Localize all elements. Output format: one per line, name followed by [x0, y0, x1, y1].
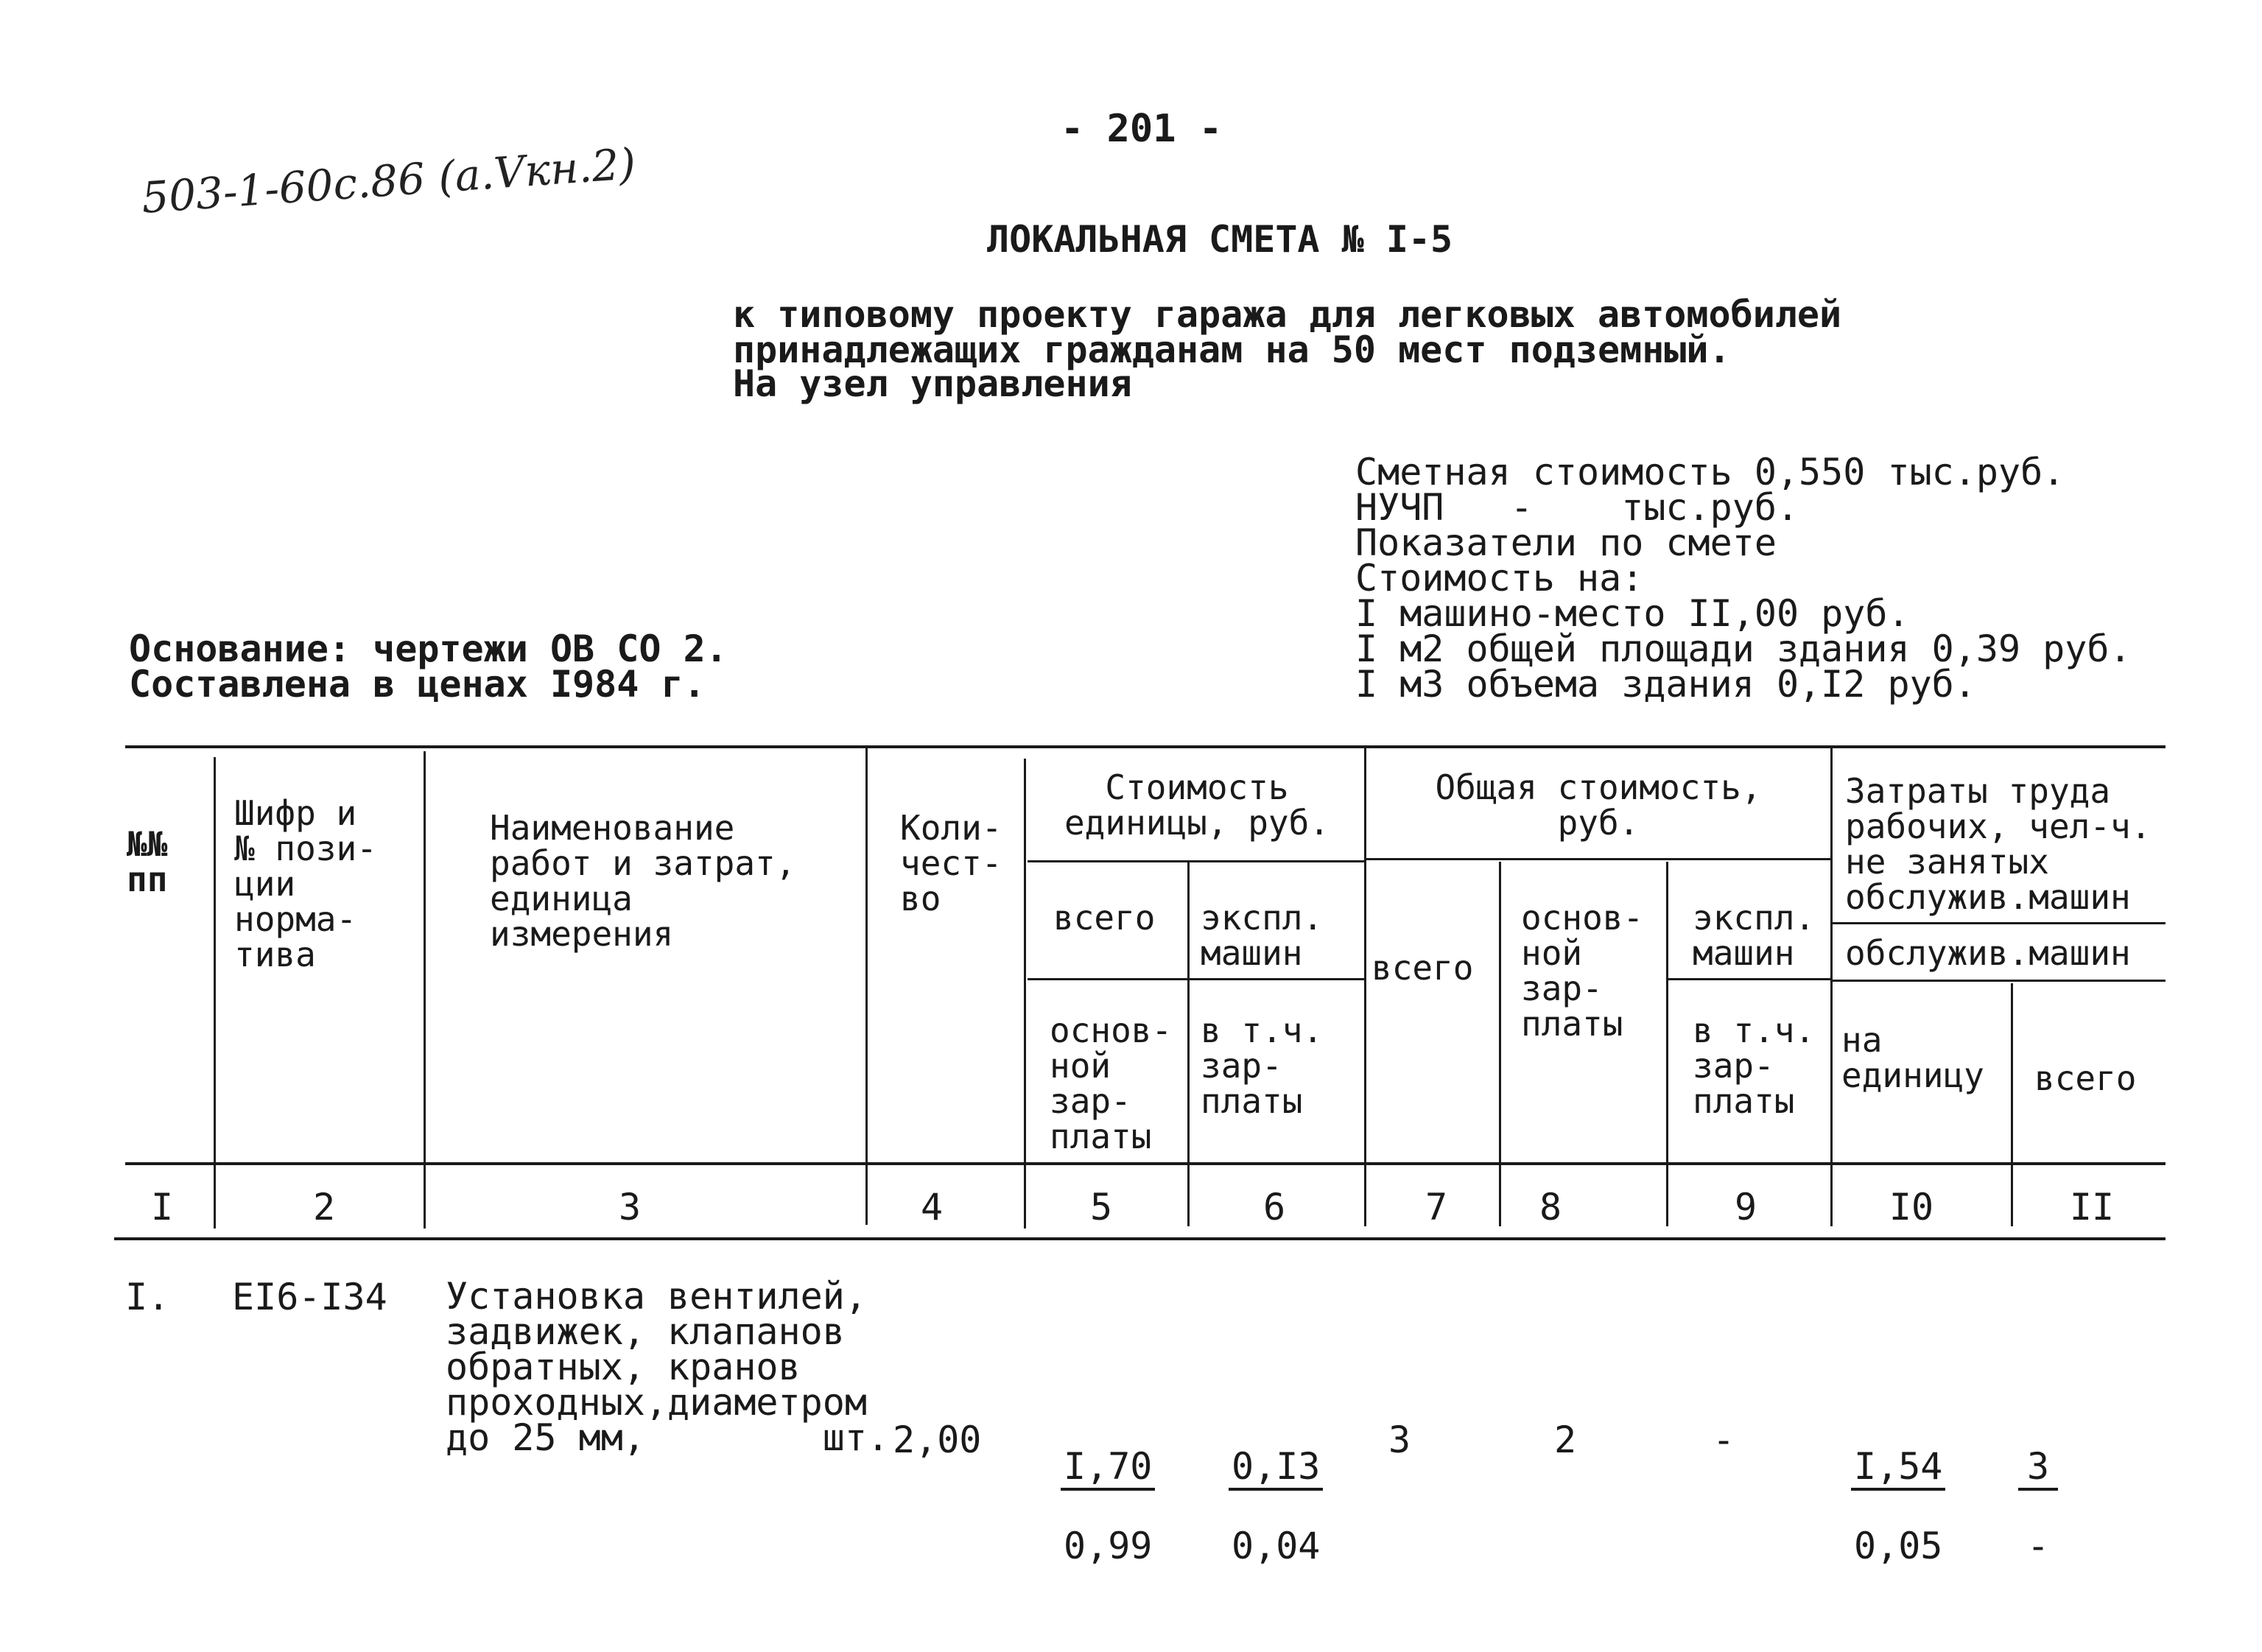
unit-cost-subdivider [1028, 978, 1366, 980]
row-name: Установка вентилей, задвижек, клапанов обратных, кранов проходных,диаметром до 25 мм, шт. [446, 1275, 890, 1459]
col-divider-5 [1187, 862, 1190, 1226]
row-labor-per-unit-bot: 0,05 [1854, 1525, 1943, 1567]
row-labor-total-top: 3 [2018, 1448, 2058, 1491]
header-total-machines: экспл. машин [1693, 898, 1816, 973]
cost-per-car-place: I машино-место II,00 руб. [1355, 592, 1910, 635]
subtitle-line-1: к типовому проекту гаража для легковых автомобилей [733, 293, 1842, 336]
basis-line: Основание: чертежи ОВ СО 2. [129, 628, 728, 670]
row-total-all: 3 [1388, 1419, 1411, 1461]
header-unit-machines: экспл. машин [1201, 898, 1324, 973]
col-number-5: 5 [1089, 1186, 1113, 1229]
header-unit-basic-wage: основ- ной зар- платы [1050, 1010, 1173, 1156]
row-number: I. [125, 1276, 170, 1318]
row-labor-total-fraction [2018, 1420, 2058, 1578]
header-labor-total: всего [2034, 1058, 2137, 1098]
numbers-bottom-border [114, 1237, 2166, 1240]
row-unit-cost-fraction [1061, 1420, 1155, 1578]
col-number-6: 6 [1262, 1186, 1286, 1229]
subtitle-line-3: На узел управления [733, 362, 1132, 405]
header-total-all: всего [1371, 948, 1474, 988]
col-divider-7 [1499, 862, 1501, 1226]
col-divider-10 [2011, 983, 2013, 1226]
col-number-10: I0 [1889, 1186, 1934, 1229]
col-divider-4 [1024, 759, 1026, 1229]
col-number-4: 4 [920, 1186, 944, 1229]
prices-line: Составлена в ценах I984 г. [129, 663, 706, 706]
col-divider-9 [1830, 748, 1833, 1226]
row-labor-per-unit-fraction [1851, 1420, 1945, 1578]
row-total-machines: - [1713, 1419, 1735, 1461]
col-divider-3 [865, 748, 868, 1225]
col-number-9: 9 [1734, 1186, 1757, 1229]
row-labor-per-unit-top: I,54 [1851, 1448, 1945, 1491]
indicators-heading: Показатели по смете [1355, 521, 1777, 564]
row-total-basic-wage: 2 [1554, 1419, 1577, 1461]
col-number-2: 2 [312, 1186, 336, 1229]
header-name: Наименование работ и затрат, единица измерения [490, 808, 796, 954]
header-labor-per-unit: на единицу [1841, 1020, 1984, 1095]
header-total-cost: Общая стоимость, руб. [1435, 767, 1762, 843]
header-quantity: Коли- чест- во [900, 808, 1002, 918]
header-unit-cost: Стоимость единицы, руб. [1064, 767, 1330, 843]
row-unit-basic-wage: 0,99 [1064, 1525, 1153, 1567]
col-number-11: II [2069, 1186, 2115, 1229]
header-labor: Затраты труда рабочих, чел-ч. не занятых обслужив.машин [1845, 771, 2152, 917]
row-unit-machines-fraction [1229, 1420, 1323, 1578]
handwritten-reference: 503-1-60с.86 (а.Vкн.2) [140, 138, 638, 223]
labor-divider-1 [1830, 922, 2166, 924]
col-number-7: 7 [1425, 1186, 1448, 1229]
col-divider-6 [1364, 748, 1366, 1226]
col-divider-2 [424, 751, 426, 1229]
header-code: Шифр и № пози- ции норма- тива [234, 793, 377, 974]
col-number-8: 8 [1539, 1186, 1562, 1229]
header-unit-total: всего [1053, 898, 1156, 938]
col-number-1: I [150, 1186, 174, 1229]
estimate-cost: Сметная стоимость 0,550 тыс.руб. [1355, 451, 2065, 493]
header-unit-incl-wage: в т.ч. зар- платы [1201, 1010, 1324, 1121]
row-quantity: 2,00 [893, 1419, 982, 1461]
page-number: - 201 - [1061, 107, 1223, 151]
cost-per-m2: I м2 общей площади здания 0,39 руб. [1355, 628, 2132, 670]
col-divider-8 [1666, 862, 1668, 1226]
table-top-border [125, 745, 2166, 748]
header-row-number: №№ пп [127, 824, 168, 899]
row-unit-machines: 0,I3 [1229, 1448, 1323, 1491]
labor-divider-2 [1830, 980, 2166, 982]
total-cost-divider [1366, 858, 1830, 860]
col-divider-1 [214, 757, 216, 1229]
total-machines-subdivider [1668, 978, 1830, 980]
nuchp-line: НУЧП - тыс.руб. [1355, 486, 1799, 529]
document-title: ЛОКАЛЬНАЯ СМЕТА № I-5 [987, 218, 1453, 261]
row-labor-total-bot: - [2027, 1525, 2050, 1567]
subtitle-line-2: принадлежащих гражданам на 50 мест подземный. [733, 328, 1731, 371]
col-number-3: 3 [618, 1186, 642, 1229]
header-labor-sub: обслужив.машин [1845, 933, 2131, 973]
row-unit-incl-wage: 0,04 [1232, 1525, 1321, 1567]
unit-cost-divider [1028, 860, 1366, 862]
cost-per-heading: Стоимость на: [1355, 557, 1644, 600]
header-bottom-border [125, 1162, 2166, 1165]
header-total-basic-wage: основ- ной зар- платы [1521, 898, 1644, 1044]
row-code: ЕI6-I34 [232, 1276, 387, 1318]
row-unit-total: I,70 [1061, 1448, 1155, 1491]
header-total-incl-wage: в т.ч. зар- платы [1693, 1010, 1816, 1121]
cost-per-m3: I м3 объема здания 0,I2 руб. [1355, 663, 1976, 706]
